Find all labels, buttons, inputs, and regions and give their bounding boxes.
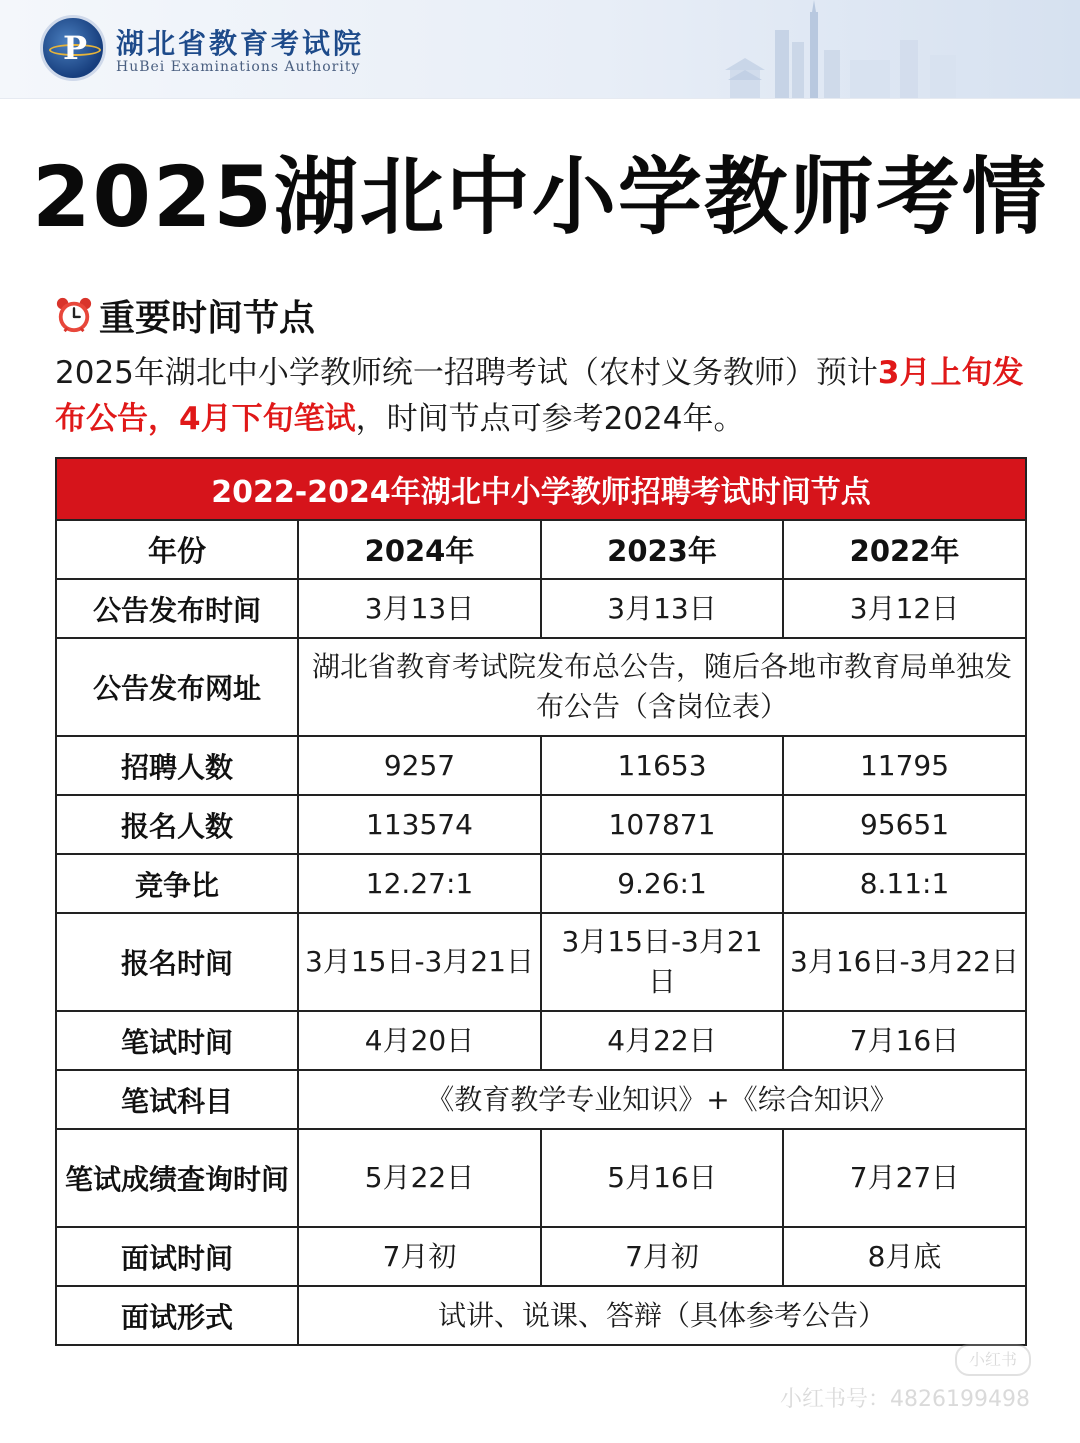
cell-2023: 7月初: [541, 1227, 783, 1286]
org-name-cn: 湖北省教育考试院: [116, 27, 365, 60]
cell-2022: 8.11:1: [783, 854, 1026, 913]
exam-timeline-table: [55, 457, 1027, 1346]
table-row: [56, 638, 1026, 736]
cell-2022: 7月16日: [783, 1011, 1026, 1070]
exam-timeline-table-wrapper: [55, 457, 1025, 1346]
watermark-badge: 小红书: [955, 1344, 1031, 1376]
table-row: [56, 1286, 1026, 1345]
intro-text-2: ，时间节点可参考2024年。: [355, 401, 745, 437]
watermark-text: 小红书号：4826199498: [780, 1387, 1030, 1412]
row-label: 招聘人数: [56, 736, 298, 795]
table-row: [56, 1129, 1026, 1227]
hbea-logo-icon: P: [40, 15, 106, 81]
cell-2024: 7月初: [298, 1227, 541, 1286]
cell-2023: 5月16日: [541, 1129, 783, 1227]
org-name-en: HuBei Examinations Authority: [116, 59, 361, 75]
cell-2024: 12.27:1: [298, 854, 541, 913]
table-row: [56, 579, 1026, 638]
city-skyline-image: [700, 0, 1080, 98]
cell-2023: 3月15日-3月21日: [541, 913, 783, 1011]
table-row: [56, 913, 1026, 1011]
alarm-clock-icon: [55, 296, 93, 334]
intro-highlight: 3月上旬发布公告，4月下旬笔试: [55, 355, 1024, 437]
cell-2024: 5月22日: [298, 1129, 541, 1227]
header-year-2022: 2022年: [783, 520, 1026, 579]
cell-2024: 113574: [298, 795, 541, 854]
cell-2024: 3月13日: [298, 579, 541, 638]
row-label: 面试形式: [56, 1286, 298, 1345]
row-label: 报名时间: [56, 913, 298, 1011]
row-label: 笔试科目: [56, 1070, 298, 1129]
table-row: [56, 1227, 1026, 1286]
cell-2023: 3月13日: [541, 579, 783, 638]
table-row: [56, 795, 1026, 854]
cell-2024: 3月15日-3月21日: [298, 913, 541, 1011]
cell-2022: 3月16日-3月22日: [783, 913, 1026, 1011]
section-heading-label: 重要时间节点: [99, 297, 316, 339]
merged-cell: 《教育教学专业知识》+《综合知识》: [298, 1070, 1026, 1129]
row-label: 公告发布时间: [56, 579, 298, 638]
header-banner: [0, 0, 1080, 99]
table-row: [56, 736, 1026, 795]
header-year-label: 年份: [56, 520, 298, 579]
cell-2022: 11795: [783, 736, 1026, 795]
cell-2023: 11653: [541, 736, 783, 795]
row-label: 笔试成绩查询时间: [56, 1129, 298, 1227]
cell-2023: 107871: [541, 795, 783, 854]
merged-cell: 试讲、说课、答辩（具体参考公告）: [298, 1286, 1026, 1345]
table-caption: 2022-2024年湖北中小学教师招聘考试时间节点: [56, 458, 1026, 520]
cell-2022: 8月底: [783, 1227, 1026, 1286]
cell-2022: 3月12日: [783, 579, 1026, 638]
intro-text-1: 2025年湖北中小学教师统一招聘考试（农村义务教师）预计: [55, 355, 878, 391]
cell-2022: 7月27日: [783, 1129, 1026, 1227]
cell-2023: 4月22日: [541, 1011, 783, 1070]
row-label: 面试时间: [56, 1227, 298, 1286]
cell-2022: 95651: [783, 795, 1026, 854]
table-row: [56, 1011, 1026, 1070]
section-heading: [55, 290, 315, 340]
row-label: 报名人数: [56, 795, 298, 854]
row-label: 竞争比: [56, 854, 298, 913]
header-year-2023: 2023年: [541, 520, 783, 579]
cell-2024: 9257: [298, 736, 541, 795]
cell-2023: 9.26:1: [541, 854, 783, 913]
table-row: [56, 854, 1026, 913]
header-year-2024: 2024年: [298, 520, 541, 579]
page-title: 2025湖北中小学教师考情: [32, 148, 1048, 246]
intro-paragraph: [55, 350, 1030, 442]
cell-2024: 4月20日: [298, 1011, 541, 1070]
row-label: 笔试时间: [56, 1011, 298, 1070]
row-label: 公告发布网址: [56, 638, 298, 736]
table-row: [56, 1070, 1026, 1129]
merged-cell: 湖北省教育考试院发布总公告，随后各地市教育局单独发布公告（含岗位表）: [298, 638, 1026, 736]
